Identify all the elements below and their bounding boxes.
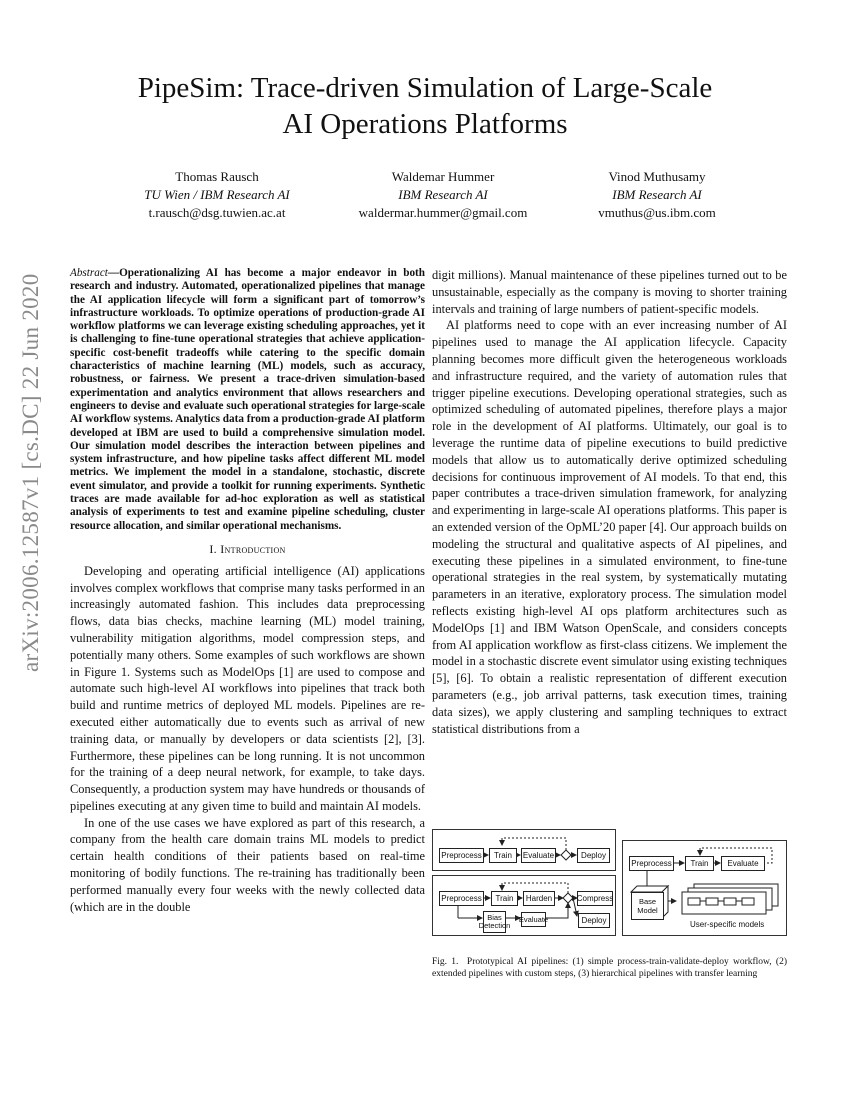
intro-paragraph-3: AI platforms need to cope with an ever increasing number of AI pipelines used to manage the AI application lifecycle. Capacity planning becomes more difficult given the heterogeneous workloads and infrastructure required, and the variety of automation rules that trigger pipeline executions. Developing operational strategies, such as optimized scheduling of automated pipelines, therefore plays a major role in the development of AI platforms. Ultimately, our goal is to leverage the runtime data of pipeline executions to build predictive models that allow us to automatically derive optimized scheduling decisions for continuous improvement of AI models. To that end, this paper contributes a trace-driven simulation framework, for analyzing and experimenting in large-scale AI operations platforms. This paper is an extended version of the OpML’20 paper [4]. Our approach builds on modeling the structural and qualitative aspects of AI pipelines, and executing these pipelines in a simulated environment, to fine-tune operational strategies in the real system, by systematically mutating parameters in an iterative, exploratory process. The simulation model reflects existing high-level AI ops platform architectures such as ModelOps [1] and IBM Watson OpenScale, and considers concepts from AI application workflow as first-class citizens. We implement the model in a stochastic discrete event simulator using existing techniques [5], [6]. To obtain a realistic representation of different execution parameters (e.g., job arrival patterns, task execution times, training data sizes), we apply clustering and sampling techniques to extract statistical distributions from a <box>432 318 787 736</box>
right-column <box>432 267 787 737</box>
node-preprocess: Preprocess <box>439 848 484 863</box>
author-name: Thomas Rausch <box>175 169 259 184</box>
author-affiliation: IBM Research AI <box>612 187 702 202</box>
node-base-model: Base Model <box>631 892 664 920</box>
abstract-text: —Operationalizing AI has become a major endeavor in both research and industry. Automated, operationalized pipelines that manage the AI application lifecycle will form a significant part of tomorrow’s infrastructure workloads. To optimize operations of production-grade AI workflow platforms we can leverage existing scheduling approaches, yet it is challenging to fine-tune operational strategies that achieve application-specific cost-benefit tradeoffs while catering to the specific domain characteristics of machine learning (ML) models, such as accuracy, robustness, or fairness. We present a trace-driven simulation-based experimentation and analytics environment that allows researchers and engineers to devise and evaluate such operational strategies for large-scale AI workflow systems. Analytics data from a production-grade AI platform developed at IBM are used to build a comprehensive simulation model. Our simulation model describes the interaction between pipelines and system infrastructure, and how pipeline tasks affect different ML model metrics. We implement the model in a standalone, stochastic, discrete event simulator, and provide a toolkit for running experiments. Synthetic traces are made available for ad-hoc exploration as well as statistical analysis of experiments to test and examine pipeline scheduling, cluster resource allocation, and similar operational mechanisms. <box>70 267 425 532</box>
author-email[interactable]: vmuthus@us.ibm.com <box>598 205 716 220</box>
figure-1-caption <box>432 957 787 980</box>
node-train: Train <box>685 856 714 871</box>
caption-text: Prototypical AI pipelines: (1) simple process-train-validate-deploy workflow, (2) extended pipelines with custom steps, (3) hierarchical pipelines with transfer learning <box>432 957 787 979</box>
author-1 <box>102 168 332 222</box>
section-number: I. <box>209 541 217 556</box>
author-2 <box>328 168 558 222</box>
node-deploy: Deploy <box>578 913 610 928</box>
author-name: Waldemar Hummer <box>391 169 495 184</box>
section-heading <box>70 541 425 558</box>
intro-paragraph-2-continued: digit millions). Manual maintenance of these pipelines turned out to be unsustainable, especially as the company is moving to shorter training intervals and training of large numbers of patient-specific models. <box>432 268 787 316</box>
arxiv-stamp: arXiv:2006.12587v1 [cs.DC] 22 Jun 2020 <box>18 273 43 672</box>
node-harden: Harden <box>523 891 555 906</box>
abstract <box>70 267 425 533</box>
author-name: Vinod Muthusamy <box>608 169 706 184</box>
author-email[interactable]: waldermar.hummer@gmail.com <box>358 205 528 220</box>
node-train: Train <box>489 848 517 863</box>
node-compress: Compress <box>577 891 613 906</box>
intro-paragraph-1: Developing and operating artificial intelligence (AI) applications involves complex workflows that comprise many tasks performed in an increasingly automated fashion. This includes data preprocessing flows, data bias checks, machine learning (ML) model training, vulnerability mitigation algorithms, model compression steps, and potentially many others. Some examples of such workflows are shown in Figure 1. Systems such as ModelOps [1] are used to compose and automate such high-level AI workflows into pipelines that track both build and runtime metrics of deployed ML models. Pipelines are re-executed either automatically due to events such as arrival of new training data, or manually by developers or data scientists [2], [3]. Furthermore, these pipelines can be long running. It is not uncommon for the training of a deep neural network, for example, to take days. Consequently, a production system may have hundreds or thousands of pipelines executing at any given time to build and maintain AI models. <box>70 563 425 813</box>
left-column <box>70 267 425 915</box>
figure-1 <box>432 826 787 951</box>
node-deploy: Deploy <box>577 848 610 863</box>
node-preprocess: Preprocess <box>439 891 484 906</box>
title-line-1: PipeSim: Trace-driven Simulation of Large-Scale <box>137 72 713 104</box>
author-3 <box>542 168 772 222</box>
abstract-lead: Abstract <box>70 267 108 279</box>
node-bias-detection: Bias Detection <box>483 911 506 933</box>
paper-title <box>60 70 790 142</box>
title-line-2: AI Operations Platforms <box>282 108 568 140</box>
user-specific-models-label: User-specific models <box>690 920 765 929</box>
node-evaluate: Evaluate <box>521 912 546 927</box>
intro-paragraph-2: In one of the use cases we have explored as part of this research, a company from the health care domain trains ML models to predict certain health conditions of their patients based on real-time monitoring of bodily functions. The re-training has traditionally been performed manually every four weeks with the newly collected data (which are in the double <box>70 815 425 914</box>
node-train: Train <box>491 891 518 906</box>
section-title: Introduction <box>220 541 286 556</box>
node-evaluate: Evaluate <box>521 848 556 863</box>
node-preprocess: Preprocess <box>629 856 674 871</box>
node-evaluate: Evaluate <box>721 856 765 871</box>
author-affiliation: TU Wien / IBM Research AI <box>144 187 290 202</box>
caption-label: Fig. 1. <box>432 957 459 967</box>
author-email[interactable]: t.rausch@dsg.tuwien.ac.at <box>148 205 286 220</box>
author-affiliation: IBM Research AI <box>398 187 488 202</box>
